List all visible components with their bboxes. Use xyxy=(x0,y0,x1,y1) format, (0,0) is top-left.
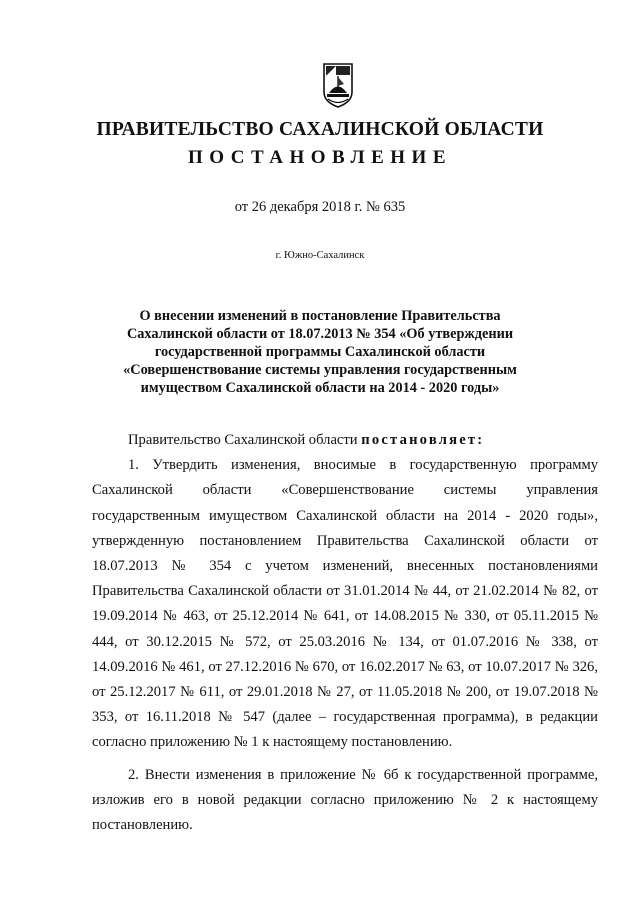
sakhalin-coat-of-arms-icon xyxy=(322,62,354,108)
intro-paragraph xyxy=(92,428,598,453)
paragraph-1: 1. Утвердить изменения, вносимые в государственную программу Сахалинской области «Совершенствование системы управления государственным имуществом Сахалинской области на 2014 - 2020 годы», утвержденную постановлением Правительства Сахалинской области от 18.07.2013 № 354 с учетом изменений, внесенных постановлениями Правительства Сахалинской области от 31.01.2014 № 44, от 21.02.2014 № 82, от 19.09.2014 № 463, от 25.12.2014 № 641, от 14.08.2015 № 330, от 05.11.2015 № 444, от 30.12.2015 № 572, от 25.03.2016 № 134, от 01.07.2016 № 338, от 14.09.2016 № 461, от 27.12.2016 № 670, от 16.02.2017 № 63, от 10.07.2017 № 326, от 25.12.2017 № 611, от 29.01.2018 № 27, от 11.05.2018 № 200, от 19.07.2018 № 353, от 16.11.2018 № 547 (далее – государственная программа), в редакции согласно приложению № 1 к настоящему постановлению. xyxy=(92,457,598,751)
document-date-number: от 26 декабря 2018 г. № 635 xyxy=(234,199,406,215)
document-body xyxy=(92,428,598,838)
document-type: ПОСТАНОВЛЕНИЕ xyxy=(187,147,453,168)
paragraph-2: 2. Внести изменения в приложение № 6б к государственной программе, изложив его в новой редакции согласно приложению № 2 к настоящему постановлению. xyxy=(92,766,598,834)
intro-emphasis: постановляет: xyxy=(361,432,485,448)
document-city: г. Южно-Сахалинск xyxy=(275,250,365,261)
intro-text: Правительство Сахалинской области xyxy=(128,432,358,448)
document-subject: О внесении изменений в постановление Правительства Сахалинской области от 18.07.2013 № 354 «Об утверждении государственной программы Сахалинской области «Совершенствование системы управления государственным имуществом Сахалинской области на 2014 - 2020 годы» xyxy=(123,308,517,396)
government-title: ПРАВИТЕЛЬСТВО САХАЛИНСКОЙ ОБЛАСТИ xyxy=(96,119,544,140)
